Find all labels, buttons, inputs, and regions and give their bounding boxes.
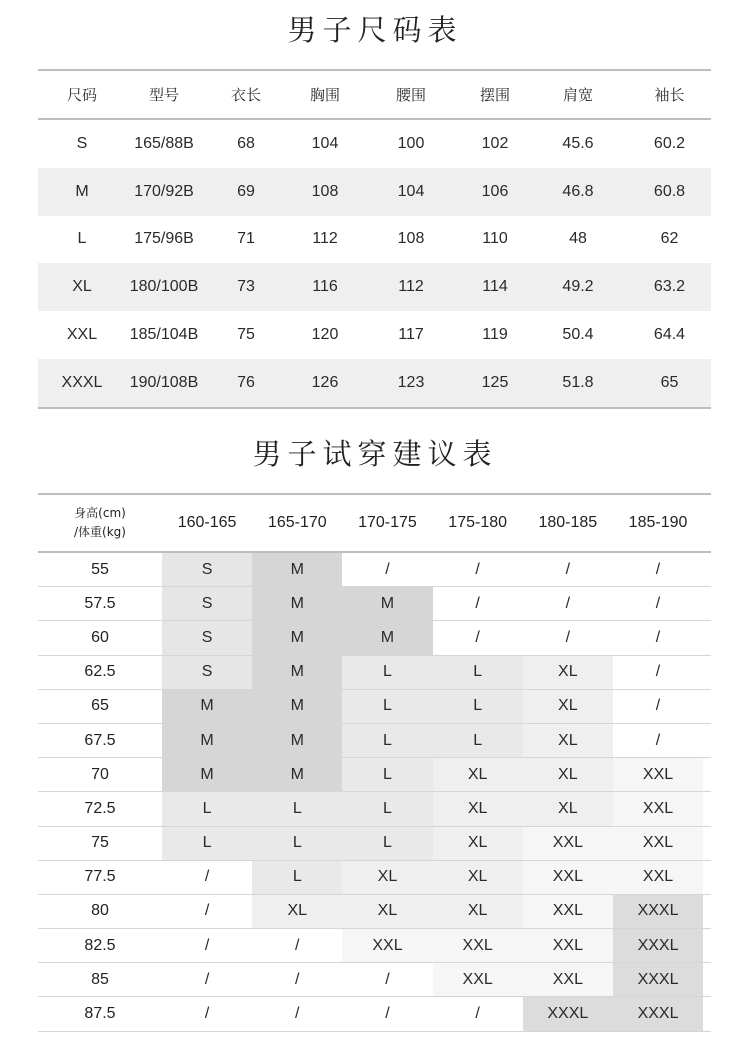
recommended-size-cell: M <box>252 690 342 723</box>
fit-guide-table <box>38 493 711 1032</box>
recommended-size-cell: M <box>252 587 342 620</box>
recommended-size-cell: XXL <box>523 827 613 860</box>
recommended-size-cell: L <box>162 827 252 860</box>
recommended-size-cell: XXL <box>433 929 523 962</box>
table-row <box>38 263 711 311</box>
table-row <box>38 168 711 216</box>
recommended-size-cell: / <box>342 553 432 586</box>
column-header: 型号 <box>148 86 179 104</box>
weight-cell: 67.5 <box>84 731 116 749</box>
recommended-size-cell: / <box>162 895 252 928</box>
table-cell: 119 <box>482 326 508 344</box>
fit-guide-header-row <box>38 495 711 551</box>
recommended-size-cell: L <box>252 827 342 860</box>
corner-header <box>38 504 162 542</box>
recommended-size-cell: M <box>162 758 252 791</box>
height-range-header: 180-185 <box>538 514 598 531</box>
table-cell: 75 <box>237 326 255 344</box>
weight-cell: 72.5 <box>84 799 116 817</box>
recommended-size-cell: XL <box>523 758 613 791</box>
size-label-cell: XXL <box>66 326 98 344</box>
weight-cell: 57.5 <box>84 594 116 612</box>
recommended-size-cell: XXL <box>523 963 613 996</box>
size-label-cell: M <box>75 182 89 200</box>
table-row <box>38 216 711 264</box>
corner-height-label: 身高(cm) <box>74 506 126 520</box>
table-cell: 76 <box>237 373 255 391</box>
table-row <box>38 120 711 168</box>
weight-cell: 60 <box>91 628 109 646</box>
recommended-size-cell: / <box>433 997 523 1030</box>
table-cell: 116 <box>312 278 338 296</box>
table-cell: 69 <box>237 182 255 200</box>
table-cell: 170/92B <box>134 182 194 200</box>
recommended-size-cell: / <box>523 587 613 620</box>
size-label-cell: XL <box>72 278 92 296</box>
table-row <box>38 827 711 861</box>
table-row <box>38 690 711 724</box>
table-cell: 60.8 <box>653 182 686 200</box>
recommended-size-cell: / <box>523 553 613 586</box>
table-cell: 100 <box>397 134 425 152</box>
column-header: 摆围 <box>479 86 510 104</box>
table-cell: 60.2 <box>653 134 686 152</box>
recommended-size-cell: L <box>252 792 342 825</box>
table-row <box>38 895 711 929</box>
recommended-size-cell: / <box>613 656 703 689</box>
table-row <box>38 359 711 407</box>
size-label-cell: L <box>77 230 87 248</box>
recommended-size-cell: / <box>523 621 613 654</box>
recommended-size-cell: XL <box>433 792 523 825</box>
table-cell: 64.4 <box>653 326 686 344</box>
table-cell: 117 <box>398 326 424 344</box>
corner-weight-label: /体重(kg) <box>74 525 126 539</box>
recommended-size-cell: L <box>342 690 432 723</box>
recommended-size-cell: S <box>162 621 252 654</box>
recommended-size-cell: XXL <box>433 963 523 996</box>
table-row <box>38 997 711 1031</box>
table-cell: 112 <box>312 230 338 248</box>
table-cell: 49.2 <box>562 278 594 296</box>
column-header: 胸围 <box>309 86 340 104</box>
recommended-size-cell: XL <box>342 895 432 928</box>
table-cell: 123 <box>397 373 425 391</box>
table-cell: 65 <box>660 373 679 391</box>
recommended-size-cell: L <box>252 861 342 894</box>
recommended-size-cell: M <box>342 621 432 654</box>
recommended-size-cell: XXL <box>613 792 703 825</box>
recommended-size-cell: M <box>252 758 342 791</box>
size-chart-body <box>38 120 711 407</box>
table-cell: 46.8 <box>562 182 594 200</box>
recommended-size-cell: / <box>613 621 703 654</box>
recommended-size-cell: XXL <box>523 929 613 962</box>
recommended-size-cell: L <box>342 724 432 757</box>
recommended-size-cell: XXL <box>523 895 613 928</box>
weight-cell: 80 <box>91 902 109 920</box>
recommended-size-cell: / <box>613 553 703 586</box>
recommended-size-cell: L <box>342 758 432 791</box>
recommended-size-cell: L <box>342 656 432 689</box>
recommended-size-cell: XL <box>523 690 613 723</box>
table-row <box>38 724 711 758</box>
recommended-size-cell: L <box>342 792 432 825</box>
table-cell: 185/104B <box>129 326 199 344</box>
table-row <box>38 792 711 826</box>
recommended-size-cell: / <box>613 587 703 620</box>
recommended-size-cell: XXL <box>342 929 432 962</box>
recommended-size-cell: S <box>162 656 252 689</box>
weight-cell: 77.5 <box>84 868 116 886</box>
recommended-size-cell: XL <box>523 724 613 757</box>
table-row <box>38 621 711 655</box>
recommended-size-cell: XL <box>433 827 523 860</box>
recommended-size-cell: XL <box>252 895 342 928</box>
recommended-size-cell: XXXL <box>523 997 613 1030</box>
column-header: 袖长 <box>654 86 685 104</box>
table-row <box>38 929 711 963</box>
recommended-size-cell: / <box>252 929 342 962</box>
table-cell: 106 <box>481 182 509 200</box>
recommended-size-cell: / <box>433 621 523 654</box>
recommended-size-cell: / <box>613 724 703 757</box>
table-cell: 71 <box>237 230 255 248</box>
height-range-header: 185-190 <box>628 514 688 531</box>
weight-cell: 82.5 <box>84 936 116 954</box>
weight-cell: 85 <box>91 970 109 988</box>
size-label-cell: XXXL <box>61 373 103 391</box>
recommended-size-cell: L <box>433 724 523 757</box>
column-header: 衣长 <box>230 86 261 104</box>
recommended-size-cell: M <box>342 587 432 620</box>
table-row <box>38 758 711 792</box>
table-row <box>38 861 711 895</box>
height-range-header: 170-175 <box>358 514 417 531</box>
recommended-size-cell: XL <box>523 656 613 689</box>
fit-guide-body <box>38 553 711 1032</box>
weight-cell: 55 <box>91 560 109 578</box>
column-header: 尺码 <box>66 86 97 104</box>
height-range-header: 160-165 <box>177 514 237 531</box>
table-bottom-rule <box>38 407 711 409</box>
recommended-size-cell: / <box>433 587 523 620</box>
recommended-size-cell: M <box>162 690 252 723</box>
recommended-size-cell: S <box>162 553 252 586</box>
recommended-size-cell: XXL <box>613 827 703 860</box>
table-cell: 108 <box>311 182 339 200</box>
recommended-size-cell: M <box>252 724 342 757</box>
recommended-size-cell: XL <box>433 861 523 894</box>
recommended-size-cell: / <box>433 553 523 586</box>
table-cell: 68 <box>237 134 255 152</box>
recommended-size-cell: S <box>162 587 252 620</box>
table-cell: 120 <box>311 326 339 344</box>
recommended-size-cell: / <box>252 997 342 1030</box>
recommended-size-cell: / <box>613 690 703 723</box>
weight-cell: 87.5 <box>84 1005 116 1023</box>
recommended-size-cell: XXXL <box>613 997 703 1030</box>
fit-guide-title: 男子试穿建议表 <box>252 437 498 471</box>
table-cell: 62 <box>660 230 679 248</box>
table-cell: 50.4 <box>562 326 594 344</box>
size-chart-header-row <box>38 71 711 118</box>
height-range-header: 175-180 <box>448 514 508 531</box>
table-cell: 51.8 <box>562 373 594 391</box>
weight-cell: 62.5 <box>84 663 116 681</box>
table-cell: 73 <box>237 278 255 296</box>
table-row <box>38 587 711 621</box>
table-cell: 110 <box>482 230 508 248</box>
table-cell: 48 <box>569 230 587 248</box>
table-row <box>38 963 711 997</box>
height-range-header: 165-170 <box>267 514 327 531</box>
recommended-size-cell: XL <box>342 861 432 894</box>
recommended-size-cell: M <box>252 656 342 689</box>
recommended-size-cell: / <box>342 963 432 996</box>
weight-cell: 65 <box>91 697 109 715</box>
recommended-size-cell: / <box>162 997 252 1030</box>
weight-cell: 70 <box>91 765 109 783</box>
size-chart-title: 男子尺码表 <box>287 13 463 47</box>
table-cell: 108 <box>397 230 425 248</box>
recommended-size-cell: M <box>162 724 252 757</box>
recommended-size-cell: XXXL <box>613 929 703 962</box>
recommended-size-cell: XL <box>433 895 523 928</box>
recommended-size-cell: / <box>162 929 252 962</box>
recommended-size-cell: XXL <box>523 861 613 894</box>
recommended-size-cell: / <box>342 997 432 1030</box>
recommended-size-cell: XXL <box>613 861 703 894</box>
table-cell: 125 <box>481 373 509 391</box>
size-chart-table <box>38 69 711 409</box>
table-cell: 63.2 <box>653 278 686 296</box>
weight-cell: 75 <box>91 834 109 852</box>
recommended-size-cell: / <box>162 963 252 996</box>
table-row <box>38 656 711 690</box>
recommended-size-cell: / <box>252 963 342 996</box>
size-label-cell: S <box>76 134 88 152</box>
table-cell: 112 <box>398 278 424 296</box>
recommended-size-cell: L <box>433 656 523 689</box>
recommended-size-cell: / <box>162 861 252 894</box>
recommended-size-cell: XL <box>433 758 523 791</box>
table-cell: 175/96B <box>134 230 194 248</box>
table-row <box>38 553 711 587</box>
recommended-size-cell: XXXL <box>613 963 703 996</box>
table-cell: 190/108B <box>129 373 199 391</box>
table-cell: 104 <box>397 182 425 200</box>
column-header: 肩宽 <box>562 86 593 104</box>
table-row <box>38 311 711 359</box>
recommended-size-cell: L <box>433 690 523 723</box>
table-cell: 45.6 <box>562 134 594 152</box>
recommended-size-cell: M <box>252 621 342 654</box>
recommended-size-cell: L <box>342 827 432 860</box>
recommended-size-cell: M <box>252 553 342 586</box>
recommended-size-cell: XL <box>523 792 613 825</box>
table-cell: 114 <box>482 278 508 296</box>
column-header: 腰围 <box>395 86 426 104</box>
table-cell: 102 <box>481 134 509 152</box>
table-cell: 126 <box>311 373 339 391</box>
recommended-size-cell: XXL <box>613 758 703 791</box>
table-cell: 180/100B <box>129 278 199 296</box>
table-cell: 104 <box>311 134 339 152</box>
recommended-size-cell: XXXL <box>613 895 703 928</box>
table-cell: 165/88B <box>134 134 194 152</box>
recommended-size-cell: L <box>162 792 252 825</box>
